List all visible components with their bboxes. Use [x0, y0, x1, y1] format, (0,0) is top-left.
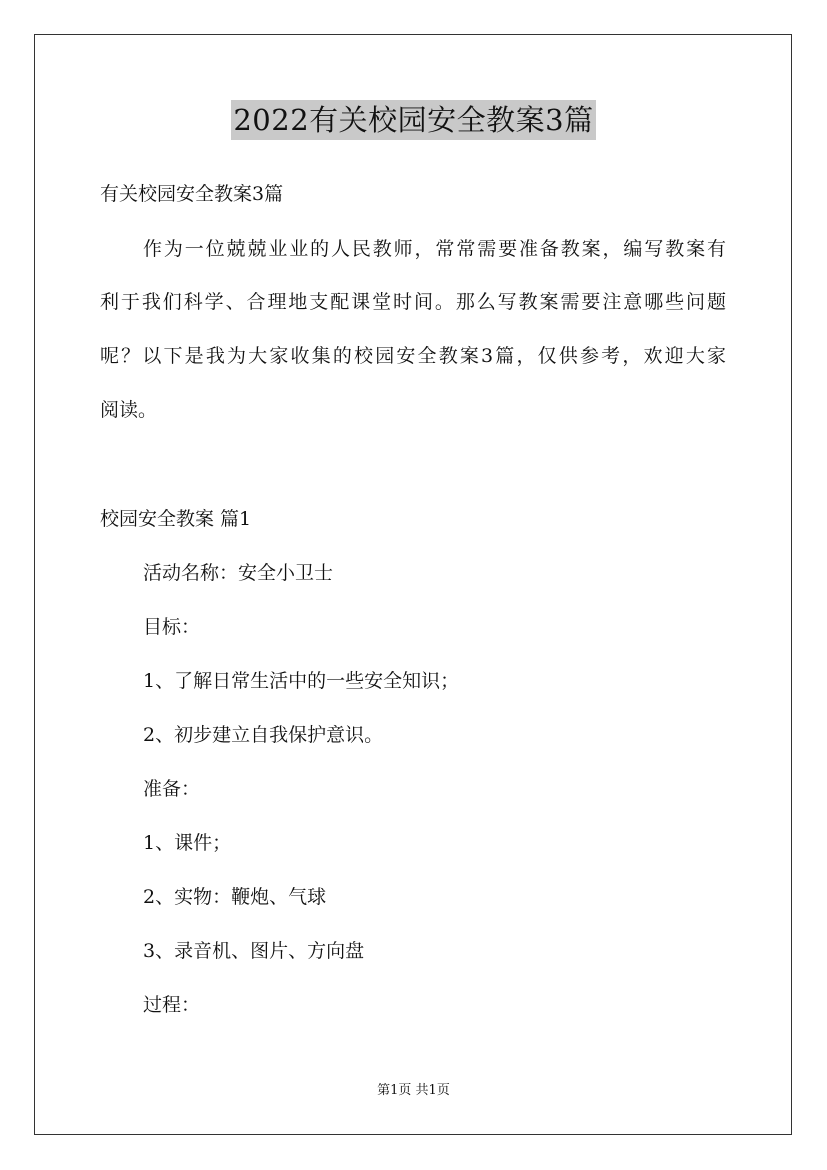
- section-heading: 校园安全教案 篇1: [100, 508, 252, 530]
- goal-label: 目标：: [143, 616, 201, 638]
- prep-item-1: 1、课件；: [143, 832, 232, 854]
- intro-line-1: 作为一位兢兢业业的人民教师，常常需要准备教案，编写教案有: [143, 238, 726, 260]
- intro-line-2: 利于我们科学、合理地支配课堂时间。那么写教案需要注意哪些问题: [100, 291, 726, 313]
- document-subtitle: 有关校园安全教案3篇: [100, 183, 284, 205]
- page-footer: 第1页 共1页: [377, 1083, 450, 1098]
- prep-item-3: 3、录音机、图片、方向盘: [143, 940, 365, 962]
- document-title: 2022有关校园安全教案3篇: [231, 100, 595, 140]
- goal-item-2: 2、初步建立自我保护意识。: [143, 724, 384, 746]
- intro-line-3: 呢？以下是我为大家收集的校园安全教案3篇，仅供参考，欢迎大家: [100, 345, 726, 367]
- process-label: 过程：: [143, 994, 201, 1016]
- title-wrap: [0, 100, 827, 140]
- activity-name: 活动名称：安全小卫士: [143, 562, 334, 584]
- prep-item-2: 2、实物：鞭炮、气球: [143, 886, 327, 908]
- prep-label: 准备：: [143, 778, 201, 800]
- goal-item-1: 1、了解日常生活中的一些安全知识；: [143, 670, 460, 692]
- intro-line-4: 阅读。: [100, 399, 158, 421]
